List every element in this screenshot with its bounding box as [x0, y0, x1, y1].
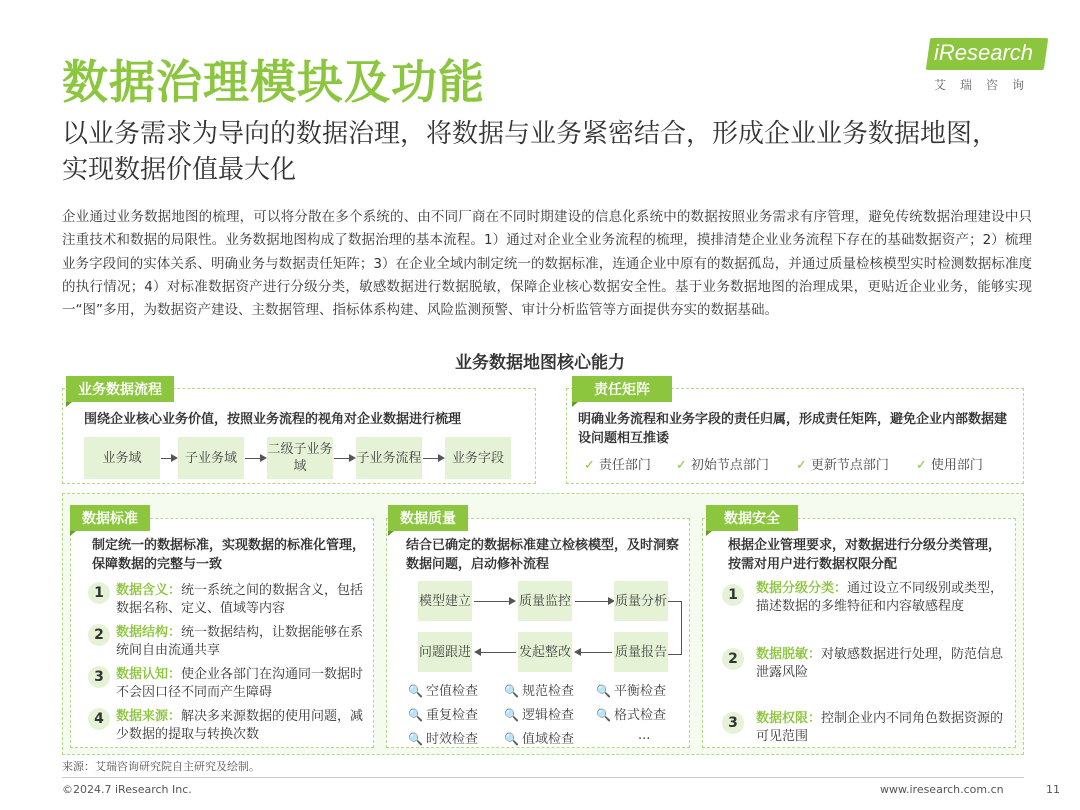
matrix-tag: 责任矩阵: [572, 376, 672, 402]
standard-item: 4 数据来源：解决多来源数据的使用问题，减少数据的提取与转换次数: [88, 708, 372, 748]
flow-step: 业务域: [84, 437, 160, 479]
quality-check: 🔍 规范检查: [504, 684, 574, 699]
security-tag: 数据安全: [706, 505, 798, 531]
body-paragraph: 企业通过业务数据地图的梳理，可以将分散在多个系统的、由不同厂商在不同时期建设的信息化系统中的数据按照业务需求有序管理，避免传统数据治理建设中只注重技术和数据的局限性。业务数据地图构成了数据治理的基本流程。1）通过对企业全业务流程的梳理，摸排清楚企业业务流程下存在的基础数据资产；2）梳理业务字段间的实体关系、明确业务与数据责任矩阵；3）在企业全域内制定统一的数据标准，连通企业中原有的数据孤岛，并通过质量检核模型实时检测数据标准度的执行情况；4）对标准数据资产进行分级分类，敏感数据进行数据脱敏，保障企业核心数据安全性。基于业务数据地图的治理成果，更贴近企业业务，能够实现一“图”多用，为数据资产建设、主数据管理、指标体系构建、风险监测预警、审计分析监管等方面提供夯实的数据基础。: [62, 209, 1032, 319]
quality-step: 质量分析: [614, 581, 668, 621]
quality-step: 模型建立: [418, 581, 472, 621]
security-item: 2 数据脱敏：对敏感数据进行处理，防范信息泄露风险: [722, 646, 1012, 686]
page-title: 数据治理模块及功能: [62, 55, 485, 109]
standard-head: 制定统一的数据标准，实现数据的标准化管理，保障数据的完整与一致: [92, 538, 366, 572]
quality-step: 质量监控: [518, 581, 572, 621]
source-note: 来源：艾瑞咨询研究院自主研究及绘制。: [62, 760, 260, 773]
copyright: ©2024.7 iResearch Inc.: [62, 783, 192, 796]
flow-tag: 业务数据流程: [66, 376, 174, 402]
flow-arrow: [474, 601, 514, 602]
quality-check: 🔍 逻辑检查: [504, 708, 574, 723]
matrix-item: ✓ 初始节点部门: [676, 458, 769, 473]
search-icon: 🔍: [408, 708, 423, 722]
search-icon: 🔍: [408, 684, 423, 698]
flow-step: 二级子业务域: [267, 437, 333, 479]
diagram-title: 业务数据地图核心能力: [455, 353, 625, 373]
flow-arrow: [575, 601, 613, 602]
quality-tag: 数据质量: [388, 505, 468, 531]
matrix-item: ✓ 更新节点部门: [796, 458, 889, 473]
matrix-item: ✓ 使用部门: [916, 458, 983, 473]
flow-arrow: [576, 652, 612, 653]
flow-step: 子业务流程: [356, 437, 422, 479]
check-icon: ✓: [916, 458, 927, 473]
matrix-item: ✓ 责任部门: [584, 458, 651, 473]
page-number: 11: [1046, 783, 1060, 796]
security-item: 3 数据权限：控制企业内不同角色数据资源的可见范围: [722, 710, 1012, 750]
search-icon: 🔍: [504, 732, 519, 746]
search-icon: 🔍: [596, 708, 611, 722]
quality-check: 🔍 值域检查: [504, 732, 574, 747]
quality-check: 🔍 格式检查: [596, 708, 666, 723]
flow-arrow: [476, 652, 516, 653]
flow-arrow: [334, 458, 354, 459]
subtitle: 以业务需求为导向的数据治理，将数据与业务紧密结合，形成企业业务数据地图，实现数据价值最大化: [62, 119, 999, 185]
quality-step: 问题跟进: [418, 632, 472, 672]
quality-step: 发起整改: [518, 632, 572, 672]
check-icon: ✓: [676, 458, 687, 473]
iresearch-logo: iResearch 艾瑞咨询: [928, 38, 1048, 96]
search-icon: 🔍: [408, 732, 423, 746]
search-icon: 🔍: [504, 708, 519, 722]
check-icon: ✓: [796, 458, 807, 473]
standard-tag: 数据标准: [70, 505, 150, 531]
quality-check-more: ...: [638, 728, 651, 743]
flow-arrow: [245, 458, 265, 459]
flow-connector: [668, 601, 682, 655]
quality-step: 质量报告: [614, 632, 668, 672]
quality-check: 🔍 平衡检查: [596, 684, 666, 699]
search-icon: 🔍: [596, 684, 611, 698]
security-item: 1 数据分级分类：通过设立不同级别或类型，描述数据的多维特征和内容敏感程度: [722, 580, 1012, 638]
flow-arrow: [161, 458, 176, 459]
check-icon: ✓: [584, 458, 595, 473]
standard-item: 2 数据结构：统一数据结构，让数据能够在系统间自由流通共享: [88, 624, 372, 664]
matrix-head: 明确业务流程和业务字段的责任归属，形成责任矩阵，避免企业内部数据建设问题相互推诿: [578, 412, 1008, 446]
search-icon: 🔍: [504, 684, 519, 698]
flow-step: 子业务域: [178, 437, 244, 479]
footer-divider: [62, 777, 1024, 778]
footer-url[interactable]: www.iresearch.com.cn: [880, 783, 1004, 796]
flow-arrow: [423, 458, 443, 459]
flow-head: 围绕企业核心业务价值，按照业务流程的视角对企业数据进行梳理: [84, 412, 462, 427]
quality-check: 🔍 重复检查: [408, 708, 478, 723]
quality-check: 🔍 时效检查: [408, 732, 478, 747]
quality-check: 🔍 空值检查: [408, 684, 478, 699]
flow-step: 业务字段: [445, 437, 511, 479]
standard-item: 3 数据认知：使企业各部门在沟通同一数据时不会因口径不同而产生障碍: [88, 666, 372, 706]
standard-item: 1 数据含义：统一系统之间的数据含义，包括数据名称、定义、值域等内容: [88, 582, 372, 622]
security-head: 根据企业管理要求，对数据进行分级分类管理，按需对用户进行数据权限分配: [728, 538, 1002, 572]
quality-head: 结合已确定的数据标准建立检核模型，及时洞察数据问题，启动修补流程: [406, 538, 680, 572]
